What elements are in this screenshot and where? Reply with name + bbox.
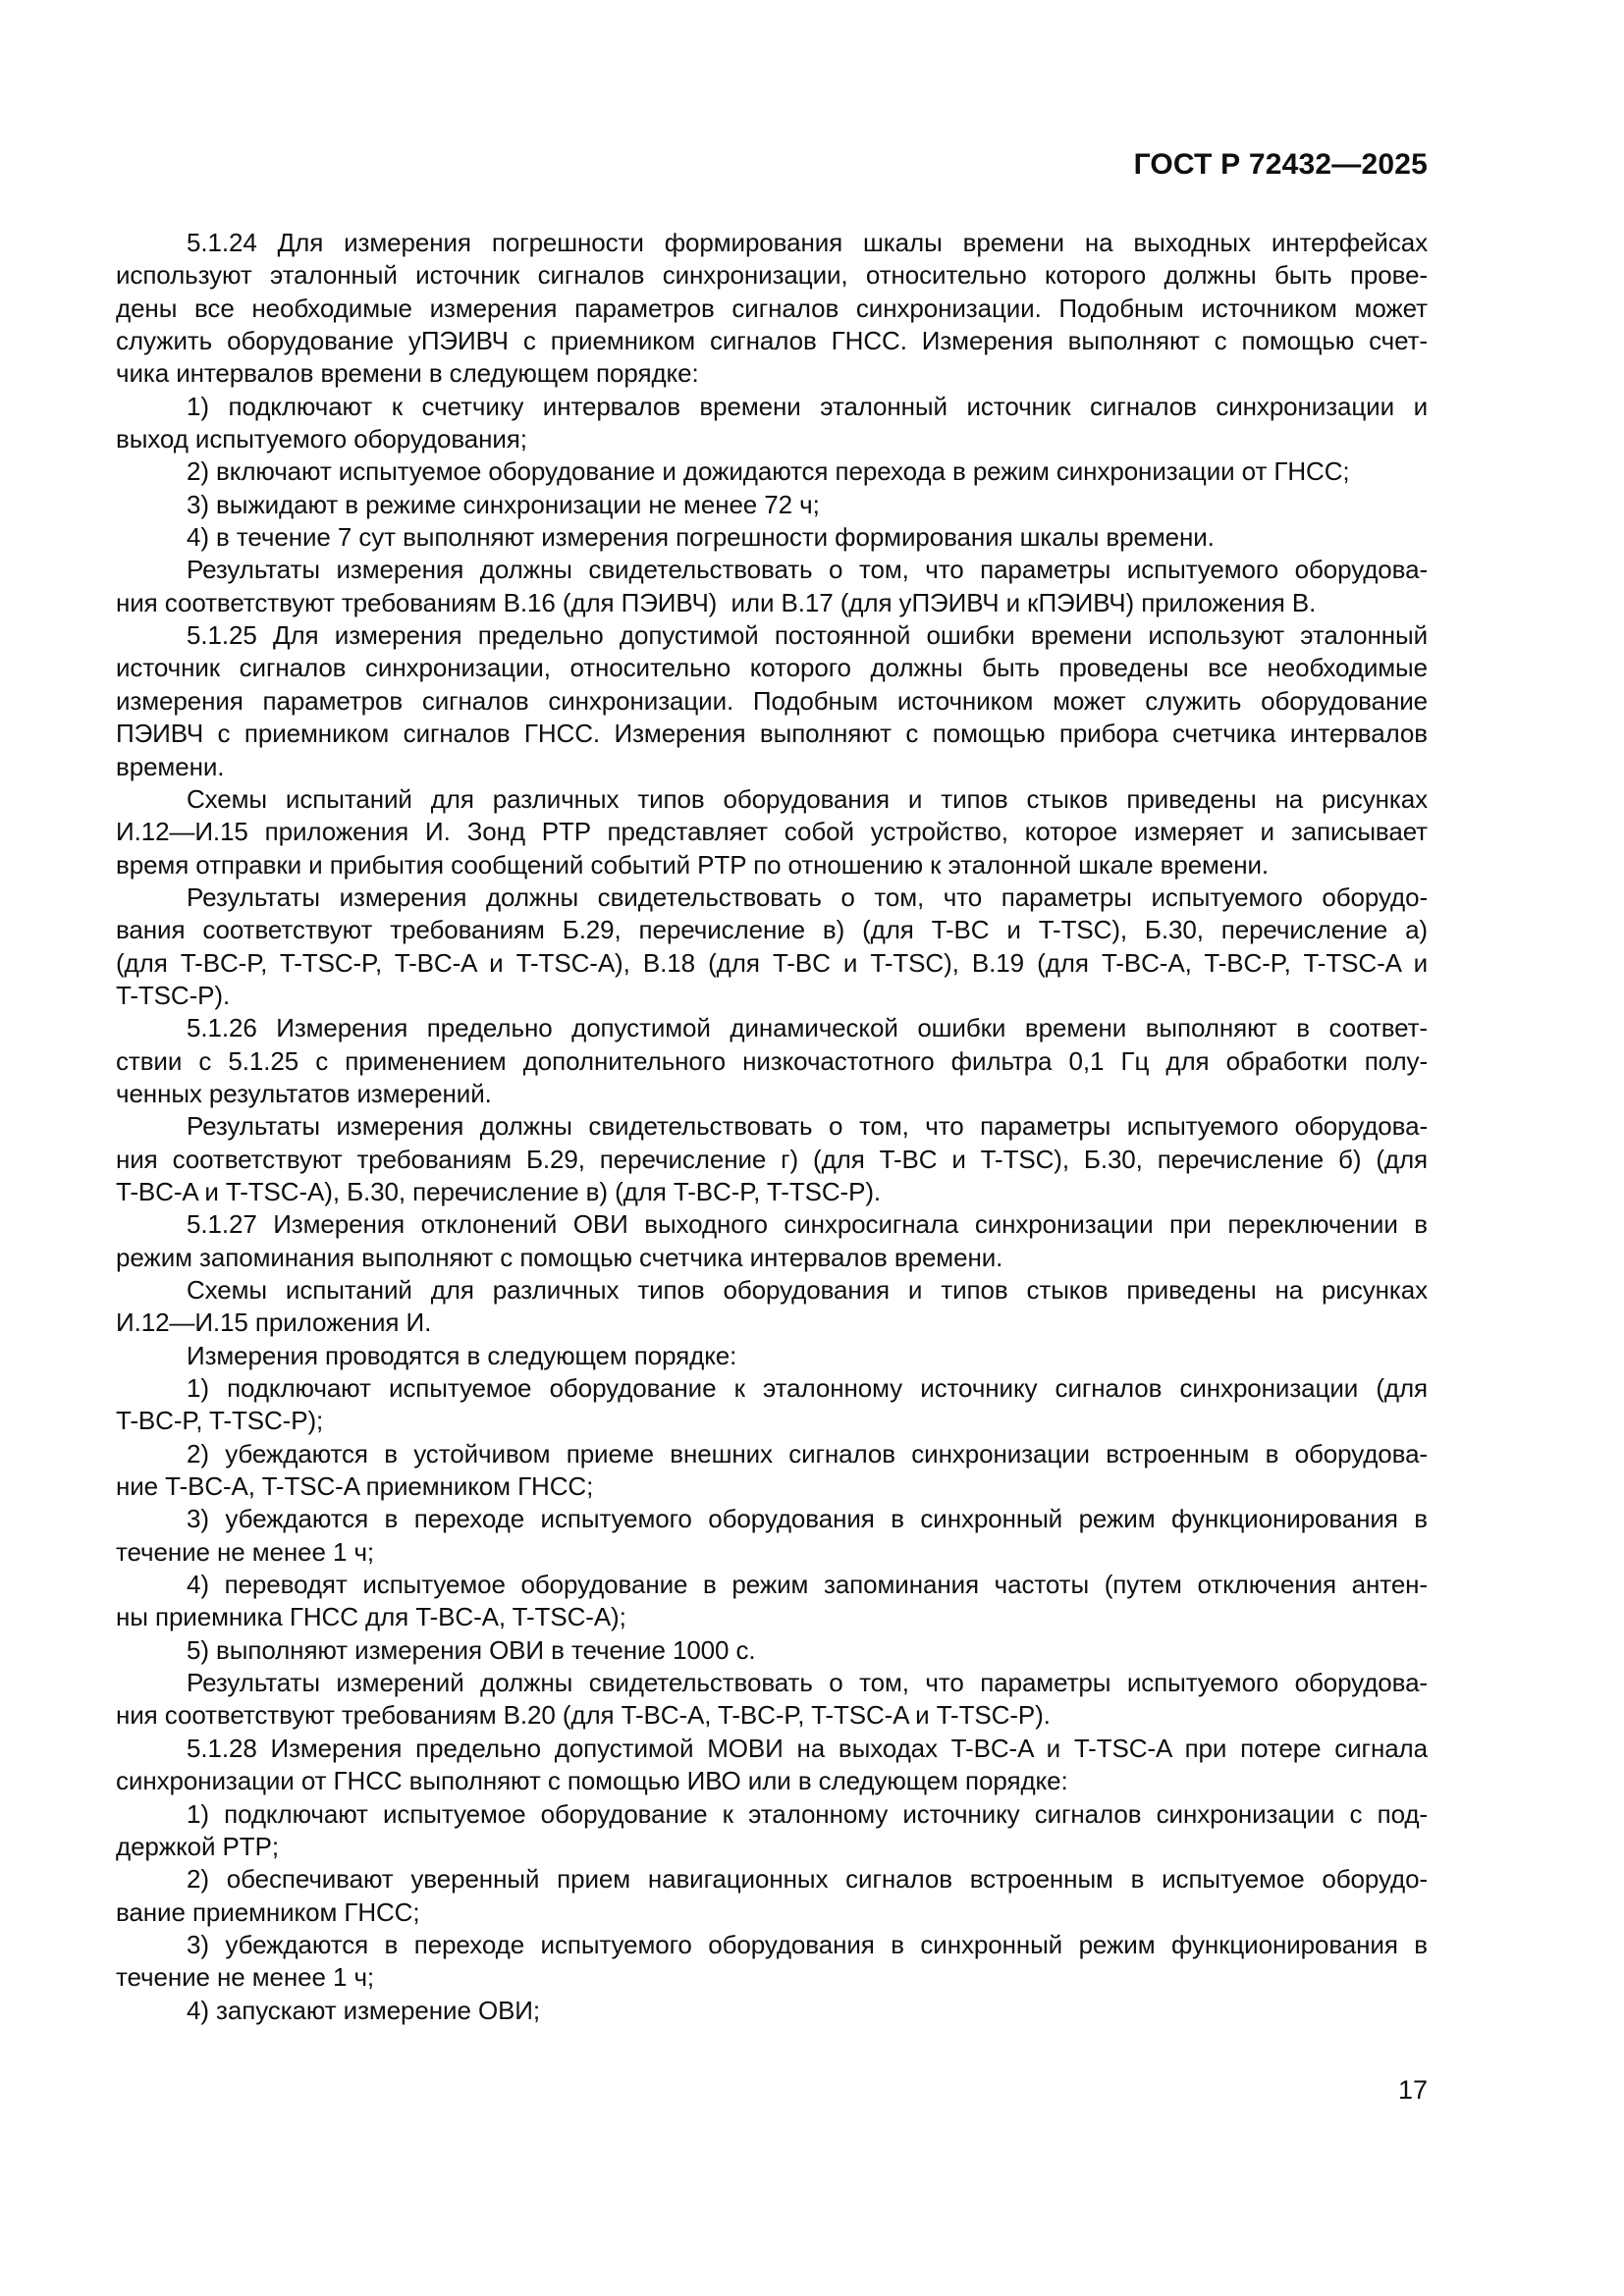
text-line: ствии с 5.1.25 с применением дополнительного низкочастотного фильтра 0,1 Гц для обработки полу- (116, 1045, 1428, 1076)
paragraph (116, 1340, 1428, 1372)
text-line: источник сигналов синхронизации, относительно которого должны быть проведены все необходимые (116, 653, 1428, 683)
text-line: времени. (116, 751, 225, 781)
paragraph (116, 1929, 1428, 1995)
text-line: 3) выжидают в режиме синхронизации не менее 72 ч; (187, 489, 820, 519)
paragraph (116, 1438, 1428, 1504)
text-line: 5.1.24 Для измерения погрешности формирования шкалы времени на выходных интерфейсах (187, 228, 1428, 257)
paragraph (116, 1274, 1428, 1340)
paragraph (116, 1667, 1428, 1733)
text-line: синхронизации от ГНСС выполняют с помощью ИВО или в следующем порядке: (116, 1766, 1068, 1796)
text-line: Результаты измерения должны свидетельствовать о том, что параметры испытуемого оборудо- (187, 881, 1428, 912)
text-line: 5.1.27 Измерения отклонений ОВИ выходного синхросигнала синхронизации при переключении в (187, 1209, 1428, 1240)
text-line: (для T-BC-P, T-TSC-P, T-BC-A и T-TSC-A), В.18 (для T-BC и T-TSC), В.19 (для T-BC-A, T-BC-P, T-TSC-A и (116, 947, 1428, 978)
paragraph (116, 1110, 1428, 1208)
paragraph (116, 554, 1428, 619)
text-line: Схемы испытаний для различных типов оборудования и типов стыков приведены на рисунках (187, 1275, 1428, 1305)
paragraph (116, 227, 1428, 391)
document-header: ГОСТ Р 72432—2025 (1133, 148, 1428, 181)
text-line: ния соответствуют требованиям Б.29, перечисление г) (для T-BC и T-TSC), Б.30, перечисление б) (для (116, 1144, 1428, 1174)
text-line: 4) в течение 7 сут выполняют измерения погрешности формирования шкалы времени. (187, 522, 1215, 553)
text-line: ние T-BC-A, T-TSC-A приемником ГНСС; (116, 1471, 594, 1502)
text-line: 2) включают испытуемое оборудование и дожидаются перехода в режим синхронизации от ГНСС; (187, 456, 1350, 487)
paragraph (116, 1863, 1428, 1929)
document-body (116, 227, 1428, 2027)
text-line: 1) подключают к счетчику интервалов времени эталонный источник сигналов синхронизации и (187, 391, 1428, 421)
paragraph (116, 1372, 1428, 1438)
text-line: течение не менее 1 ч; (116, 1536, 375, 1567)
text-line: течение не менее 1 ч; (116, 1962, 375, 1993)
text-line: Измерения проводятся в следующем порядке: (187, 1340, 737, 1370)
text-line: выход испытуемого оборудования; (116, 424, 527, 454)
text-line: 5.1.28 Измерения предельно допустимой МОВИ на выходах T-BC-A и T-TSC-A при потере сигнала (187, 1733, 1428, 1763)
text-line: T-BC-A и T-TSC-A), Б.30, перечисление в) (для T-BC-P, T-TSC-P). (116, 1176, 882, 1206)
paragraph (116, 881, 1428, 1012)
text-line: И.12—И.15 приложения И. Зонд PTP представляет собой устройство, которое измеряет и записывает (116, 817, 1428, 847)
paragraph (116, 1995, 1428, 2027)
text-line: дены все необходимые измерения параметров сигналов синхронизации. Подобным источником может (116, 293, 1428, 323)
text-line: 3) убеждаются в переходе испытуемого оборудования в синхронный режим функционирования в (187, 1929, 1428, 1959)
text-line: ния соответствуют требованиям В.20 (для T-BC-A, T-BC-P, T-TSC-A и T-TSC-P). (116, 1700, 1051, 1731)
text-line: Результаты измерения должны свидетельствовать о том, что параметры испытуемого оборудова- (187, 1111, 1428, 1142)
text-line: 5.1.25 Для измерения предельно допустимой постоянной ошибки времени используют эталонный (187, 620, 1428, 651)
text-line: ны приемника ГНСС для T-BC-A, T-TSC-A); (116, 1602, 626, 1632)
text-line: 1) подключают испытуемое оборудование к эталонному источнику сигналов синхронизации с под- (187, 1798, 1428, 1829)
text-line: Результаты измерения должны свидетельствовать о том, что параметры испытуемого оборудова- (187, 555, 1428, 585)
text-line: 1) подключают испытуемое оборудование к эталонному источнику сигналов синхронизации (для (187, 1373, 1428, 1404)
text-line: 5) выполняют измерения ОВИ в течение 1000 с. (187, 1634, 756, 1665)
text-line: ПЭИВЧ с приемником сигналов ГНСС. Измерения выполняют с помощью прибора счетчика интервалов (116, 719, 1428, 749)
paragraph (116, 1634, 1428, 1667)
text-line: вания соответствуют требованиям Б.29, перечисление в) (для T-BC и T-TSC), Б.30, перечисление а) (116, 915, 1428, 945)
text-line: Схемы испытаний для различных типов оборудования и типов стыков приведены на рисунках (187, 783, 1428, 814)
paragraph (116, 1503, 1428, 1569)
paragraph (116, 1733, 1428, 1798)
paragraph (116, 489, 1428, 521)
paragraph (116, 455, 1428, 488)
paragraph (116, 1208, 1428, 1274)
text-line: чика интервалов времени в следующем порядке: (116, 358, 699, 389)
text-line: вание приемником ГНСС; (116, 1896, 420, 1927)
text-line: 4) переводят испытуемое оборудование в режим запоминания частоты (путем отключения антен- (187, 1570, 1428, 1600)
text-line: ченных результатов измерений. (116, 1078, 492, 1108)
text-line: время отправки и прибытия сообщений событий PTP по отношению к эталонной шкале времени. (116, 849, 1269, 880)
text-line: Результаты измерений должны свидетельствовать о том, что параметры испытуемого оборудова- (187, 1668, 1428, 1698)
text-line: ния соответствуют требованиям В.16 (для ПЭИВЧ) или В.17 (для уПЭИВЧ и кПЭИВЧ) приложения В. (116, 587, 1317, 617)
text-line: 2) обеспечивают уверенный прием навигационных сигналов встроенным в испытуемое оборудо- (187, 1864, 1428, 1895)
text-line: измерения параметров сигналов синхронизации. Подобным источником может служить оборудование (116, 685, 1428, 716)
text-line: 3) убеждаются в переходе испытуемого оборудования в синхронный режим функционирования в (187, 1504, 1428, 1534)
text-line: T-BC-P, T-TSC-P); (116, 1406, 324, 1436)
text-line: держкой PTP; (116, 1831, 279, 1861)
text-line: режим запоминания выполняют с помощью счетчика интервалов времени. (116, 1242, 1003, 1272)
paragraph (116, 1012, 1428, 1110)
paragraph (116, 521, 1428, 554)
paragraph (116, 1569, 1428, 1634)
paragraph (116, 391, 1428, 456)
paragraph (116, 619, 1428, 783)
text-line: 4) запускают измерение ОВИ; (187, 1995, 541, 2025)
text-line: 2) убеждаются в устойчивом приеме внешних сигналов синхронизации встроенным в оборудова- (187, 1438, 1428, 1468)
text-line: И.12—И.15 приложения И. (116, 1308, 432, 1338)
text-line: используют эталонный источник сигналов синхронизации, относительно которого должны быть прове- (116, 260, 1428, 291)
page-number: 17 (1397, 2075, 1428, 2105)
text-line: T-TSC-P). (116, 980, 231, 1010)
paragraph (116, 1798, 1428, 1864)
text-line: служить оборудование уПЭИВЧ с приемником сигналов ГНСС. Измерения выполняют с помощью счет- (116, 326, 1428, 356)
text-line: 5.1.26 Измерения предельно допустимой динамической ошибки времени выполняют в соответ- (187, 1013, 1428, 1043)
paragraph (116, 783, 1428, 881)
